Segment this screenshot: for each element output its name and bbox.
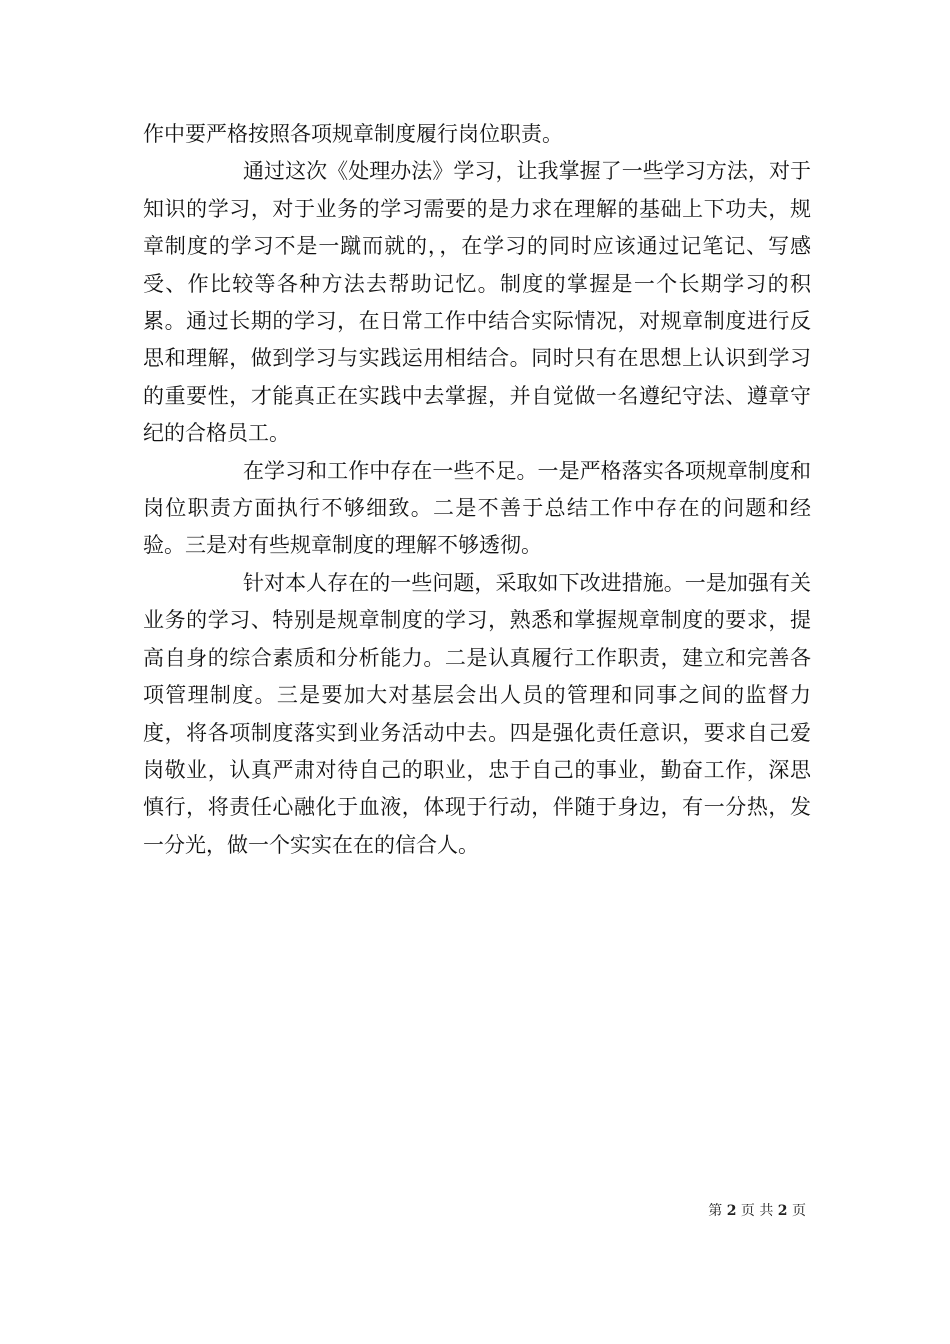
footer-current-page: 2 bbox=[726, 1203, 737, 1219]
footer-suffix: 页 bbox=[792, 1203, 806, 1219]
footer-prefix: 第 bbox=[708, 1203, 723, 1219]
document-body bbox=[143, 116, 811, 864]
paragraph-4: 针对本人存在的一些问题，采取如下改进措施。一是加强有关业务的学习、特别是规章制度的学习，熟悉和掌握规章制度的要求，提高自身的综合素质和分析能力。二是认真履行工作职责，建立和完善各项管理制度。三是要加大对基层会出人员的管理和同事之间的监督力度，将各项制度落实到业务活动中去。四是强化责任意识，要求自己爱岗敬业，认真严肃对待自己的职业，忠于自己的事业，勤奋工作，深思慎行，将责任心融化于血液，体现于行动，伴随于身边，有一分热，发一分光，做一个实实在在的信合人。 bbox=[143, 570, 811, 857]
paragraph-2: 通过这次《处理办法》学习，让我掌握了一些学习方法，对于知识的学习，对于业务的学习需要的是力求在理解的基础上下功夫，规章制度的学习不是一蹴而就的，，在学习的同时应该通过记笔记、写感受、作比较等各种方法去帮助记忆。制度的掌握是一个长期学习的积累。通过长期的学习，在日常工作中结合实际情况，对规章制度进行反思和理解，做到学习与实践运用相结合。同时只有在思想上认识到学习的重要性，才能真正在实践中去掌握，并自觉做一名遵纪守法、遵章守纪的合格员工。 bbox=[143, 159, 811, 446]
paragraph-1: 作中要严格按照各项规章制度履行岗位职责。 bbox=[143, 122, 563, 146]
page-number-footer bbox=[708, 1200, 806, 1220]
paragraph-3: 在学习和工作中存在一些不足。一是严格落实各项规章制度和岗位职责方面执行不够细致。二是不善于总结工作中存在的问题和经验。三是对有些规章制度的理解不够透彻。 bbox=[143, 458, 811, 558]
footer-total-pages: 2 bbox=[777, 1203, 788, 1219]
footer-middle: 页 共 bbox=[740, 1203, 774, 1219]
